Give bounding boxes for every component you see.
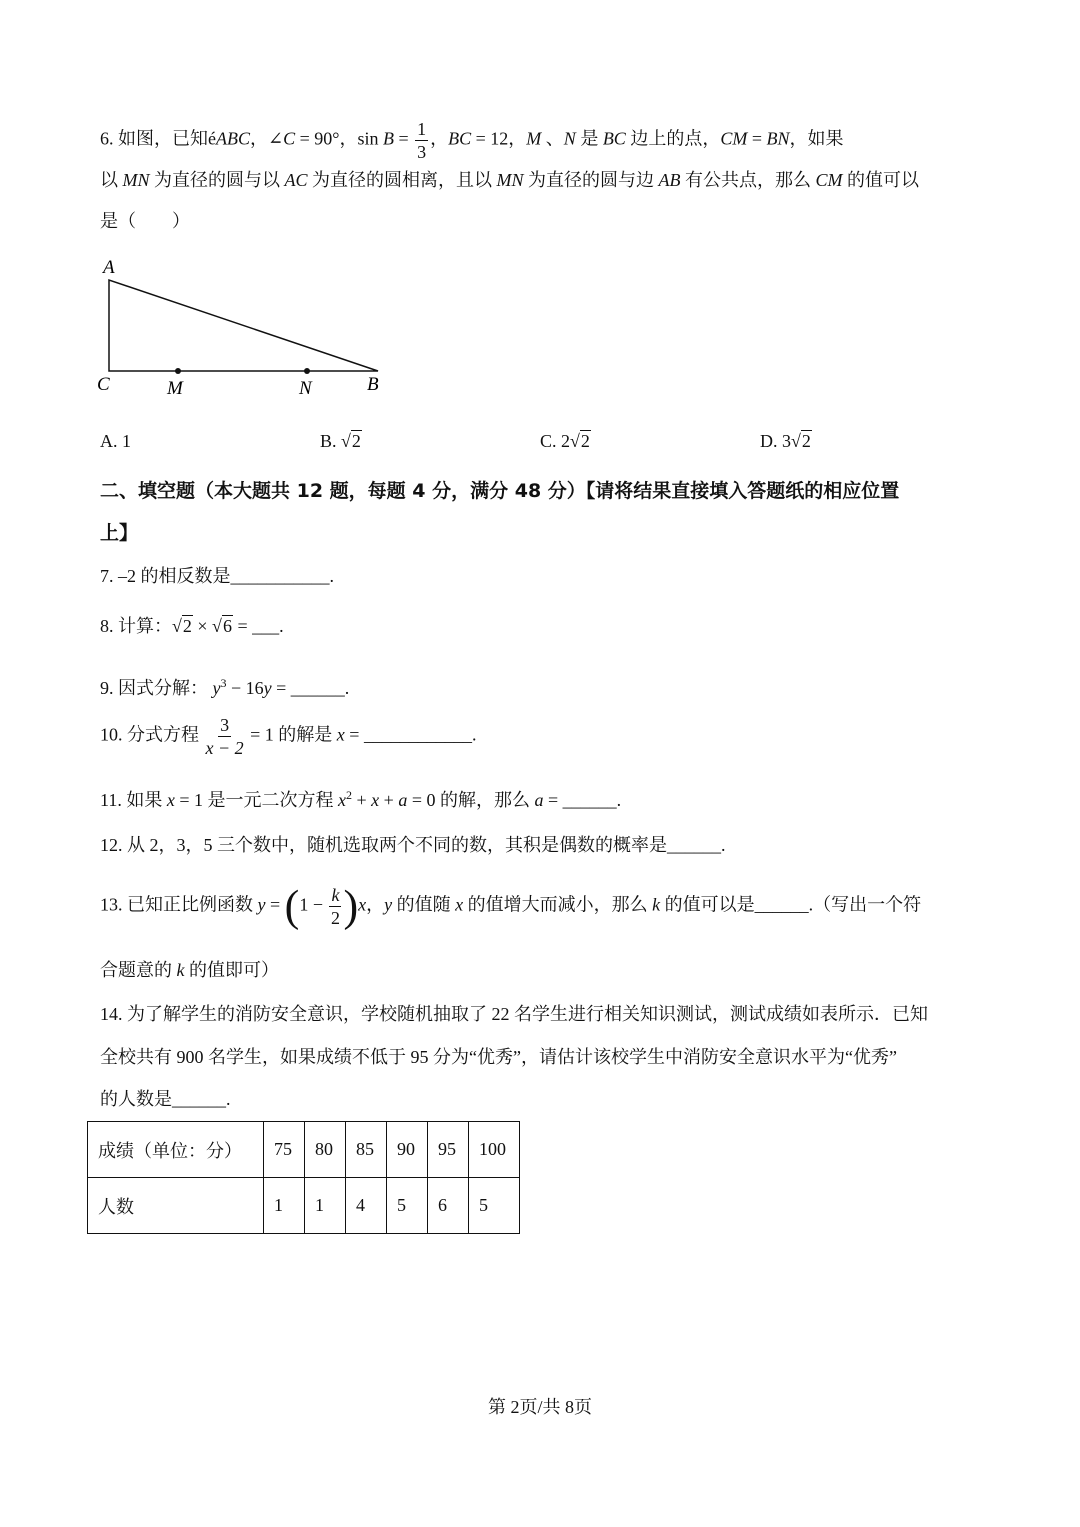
table-cell: 85 bbox=[346, 1122, 387, 1178]
text-segment: = bbox=[747, 128, 767, 149]
math-variable: CM bbox=[720, 128, 748, 149]
q13-line1 bbox=[100, 881, 922, 931]
table-header-label: 成绩（单位：分） bbox=[88, 1122, 264, 1178]
math-variable: x bbox=[166, 790, 175, 810]
text-segment: = ___. bbox=[232, 616, 284, 636]
math-variable: C bbox=[283, 128, 296, 149]
section-heading-cont: 上】 bbox=[100, 522, 139, 544]
point-m bbox=[175, 368, 181, 374]
square-root bbox=[570, 429, 591, 453]
text-segment: 10. 分式方程 bbox=[100, 724, 204, 745]
denominator: 2 bbox=[330, 908, 340, 928]
text-segment: 的值增大而减小，那么 bbox=[463, 894, 653, 915]
math-variable: BC bbox=[602, 128, 626, 149]
label-n: N bbox=[299, 378, 312, 399]
radicand: 2 bbox=[801, 431, 811, 451]
text-segment: = 12， bbox=[471, 128, 527, 149]
denominator: 3 bbox=[417, 142, 427, 162]
radical-sign: √ bbox=[791, 431, 801, 451]
text-segment: 、 bbox=[541, 128, 564, 149]
table-row bbox=[88, 1122, 520, 1178]
text-segment: 全校共有 900 名学生，如果成绩不低于 95 分为“优秀”，请估计该校学生中消防安全意识水平为“优秀” bbox=[100, 1047, 897, 1067]
numerator: 3 bbox=[220, 715, 230, 735]
text-segment: 合题意的 bbox=[100, 960, 177, 980]
radical-sign: √ bbox=[570, 431, 580, 451]
table-row-label: 人数 bbox=[88, 1178, 264, 1234]
table-cell: 5 bbox=[469, 1178, 520, 1234]
radicand: 2 bbox=[351, 431, 361, 451]
table-cell: 1 bbox=[264, 1178, 305, 1234]
math-variable: k bbox=[176, 960, 185, 980]
text-segment: 11. 如果 bbox=[100, 790, 167, 810]
label-b: B bbox=[367, 374, 379, 395]
text-segment: 8. 计算： bbox=[100, 616, 172, 636]
text-segment: 以 bbox=[100, 170, 123, 190]
math-variable: x bbox=[358, 894, 367, 915]
text-segment: = bbox=[393, 128, 414, 149]
table-cell: 95 bbox=[428, 1122, 469, 1178]
math-variable: BN bbox=[766, 128, 790, 149]
text-segment: = ____________. bbox=[344, 724, 477, 745]
option-c bbox=[540, 429, 591, 453]
square-root bbox=[791, 429, 812, 453]
math-variable: y bbox=[212, 678, 221, 698]
exponent: 3 bbox=[220, 676, 227, 690]
label-a: A bbox=[103, 257, 115, 278]
q10 bbox=[100, 714, 476, 759]
exponent: 2 bbox=[346, 788, 352, 802]
q9 bbox=[100, 671, 349, 700]
radicand: 6 bbox=[222, 616, 232, 636]
math-variable: MN bbox=[496, 170, 524, 190]
text-segment: 13. 已知正比例函数 bbox=[100, 894, 258, 915]
fraction bbox=[206, 714, 244, 759]
text-segment: + bbox=[352, 790, 372, 810]
text-segment: B. bbox=[320, 431, 342, 451]
radical-sign: √ bbox=[172, 616, 182, 636]
text-segment: 1 − bbox=[299, 894, 328, 915]
text-segment: 12. 从 2，3，5 三个数中，随机选取两个不同的数，其积是偶数的概率是______. bbox=[100, 835, 726, 855]
math-variable: ABC bbox=[216, 128, 250, 149]
q14-line1 bbox=[100, 1002, 928, 1026]
text-segment: 是（ ） bbox=[100, 211, 190, 231]
table-cell: 6 bbox=[428, 1178, 469, 1234]
label-m: M bbox=[167, 378, 183, 399]
math-variable: k bbox=[652, 894, 661, 915]
table-cell: 90 bbox=[387, 1122, 428, 1178]
text-segment: = 0 的解，那么 bbox=[407, 790, 535, 810]
text-segment: 的值可以是______.（写出一个符 bbox=[660, 894, 922, 915]
table-cell: 80 bbox=[305, 1122, 346, 1178]
text-segment: 的人数是______. bbox=[100, 1089, 231, 1109]
math-variable: x bbox=[455, 894, 464, 915]
table-cell: 4 bbox=[346, 1178, 387, 1234]
section-heading: 二、填空题（本大题共 12 题，每题 4 分，满分 48 分）【请将结果直接填入答题纸的相应位置 bbox=[100, 480, 900, 502]
text-segment: 是 bbox=[575, 128, 603, 149]
text-segment: × bbox=[192, 616, 213, 636]
math-variable: a bbox=[398, 790, 408, 810]
text-segment: = 1 的解是 bbox=[245, 724, 337, 745]
text-segment: = ______. bbox=[271, 678, 350, 698]
square-root bbox=[212, 614, 233, 638]
q12 bbox=[100, 833, 726, 857]
table-cell: 5 bbox=[387, 1178, 428, 1234]
text-segment: 14. 为了解学生的消防安全意识，学校随机抽取了 22 名学生进行相关知识测试，测试成绩如表所示．已知 bbox=[100, 1004, 928, 1024]
q14-line3 bbox=[100, 1087, 231, 1111]
label-c: C bbox=[97, 374, 110, 395]
text-segment: D. 3 bbox=[760, 431, 791, 451]
text-segment: 为直径的圆与边 bbox=[523, 170, 659, 190]
table-row bbox=[88, 1178, 520, 1234]
q7 bbox=[100, 564, 334, 588]
math-variable: CM bbox=[815, 170, 843, 190]
text-segment: = 90°，sin bbox=[295, 128, 383, 149]
q14-line2 bbox=[100, 1045, 897, 1069]
math-variable: N bbox=[563, 128, 576, 149]
text-segment: é bbox=[208, 128, 216, 149]
option-b bbox=[320, 429, 362, 453]
text-segment: 有公共点，那么 bbox=[680, 170, 816, 190]
text-segment: ， bbox=[430, 128, 449, 149]
triangle-abc bbox=[109, 280, 378, 371]
math-variable: x bbox=[336, 724, 345, 745]
q11 bbox=[100, 783, 621, 812]
math-variable: y bbox=[263, 678, 272, 698]
math-variable: x bbox=[371, 790, 380, 810]
text-segment: 的值即可） bbox=[184, 960, 279, 980]
text-segment: ，如果 bbox=[789, 128, 844, 149]
square-root bbox=[341, 429, 362, 453]
text-segment: = bbox=[265, 894, 285, 915]
math-variable: MN bbox=[122, 170, 150, 190]
math-paren: ) bbox=[343, 881, 359, 931]
text-segment: 为直径的圆相离，且以 bbox=[307, 170, 497, 190]
q8 bbox=[100, 614, 284, 638]
text-segment: 6. 如图，已知 bbox=[100, 128, 208, 149]
text-segment: A. 1 bbox=[100, 431, 131, 451]
text-segment: 9. 因式分解： bbox=[100, 678, 213, 698]
radical-sign: √ bbox=[341, 431, 351, 451]
option-d bbox=[760, 429, 812, 453]
text-segment: 的值随 bbox=[392, 894, 456, 915]
table-cell: 75 bbox=[264, 1122, 305, 1178]
table-cell: 1 bbox=[305, 1178, 346, 1234]
radicand: 2 bbox=[182, 616, 192, 636]
text-segment: + bbox=[379, 790, 399, 810]
text-segment: ，∠ bbox=[250, 128, 284, 149]
numerator: k bbox=[331, 885, 340, 905]
triangle-figure bbox=[0, 0, 1080, 420]
square-root bbox=[172, 614, 193, 638]
math-variable: AC bbox=[284, 170, 308, 190]
fraction bbox=[329, 884, 341, 929]
math-paren: ( bbox=[284, 881, 300, 931]
page-footer: 第 2页/共 8页 bbox=[487, 1397, 592, 1417]
numerator: 1 bbox=[417, 119, 427, 139]
math-variable: a bbox=[534, 790, 544, 810]
text-segment: ， bbox=[366, 894, 385, 915]
math-variable: BC bbox=[448, 128, 472, 149]
text-segment: 7. –2 的相反数是___________. bbox=[100, 566, 334, 586]
text-segment: C. 2 bbox=[540, 431, 571, 451]
denominator: x − 2 bbox=[205, 738, 244, 758]
math-variable: AB bbox=[658, 170, 681, 190]
math-variable: y bbox=[257, 894, 266, 915]
q13-line2 bbox=[100, 958, 279, 982]
table-cell: 100 bbox=[469, 1122, 520, 1178]
text-segment: − 16 bbox=[226, 678, 264, 698]
math-variable: B bbox=[382, 128, 394, 149]
math-variable: M bbox=[526, 128, 542, 149]
radical-sign: √ bbox=[212, 616, 222, 636]
text-segment: 的值可以 bbox=[842, 170, 920, 190]
math-variable: x bbox=[338, 790, 346, 810]
math-variable: y bbox=[384, 894, 393, 915]
point-n bbox=[304, 368, 310, 374]
text-segment: = 1 是一元二次方程 bbox=[174, 790, 338, 810]
radicand: 2 bbox=[580, 431, 590, 451]
option-a bbox=[100, 429, 131, 453]
score-table bbox=[87, 1121, 520, 1234]
text-segment: 为直径的圆与以 bbox=[149, 170, 285, 190]
text-segment: 边上的点， bbox=[625, 128, 721, 149]
text-segment: = ______. bbox=[543, 790, 622, 810]
